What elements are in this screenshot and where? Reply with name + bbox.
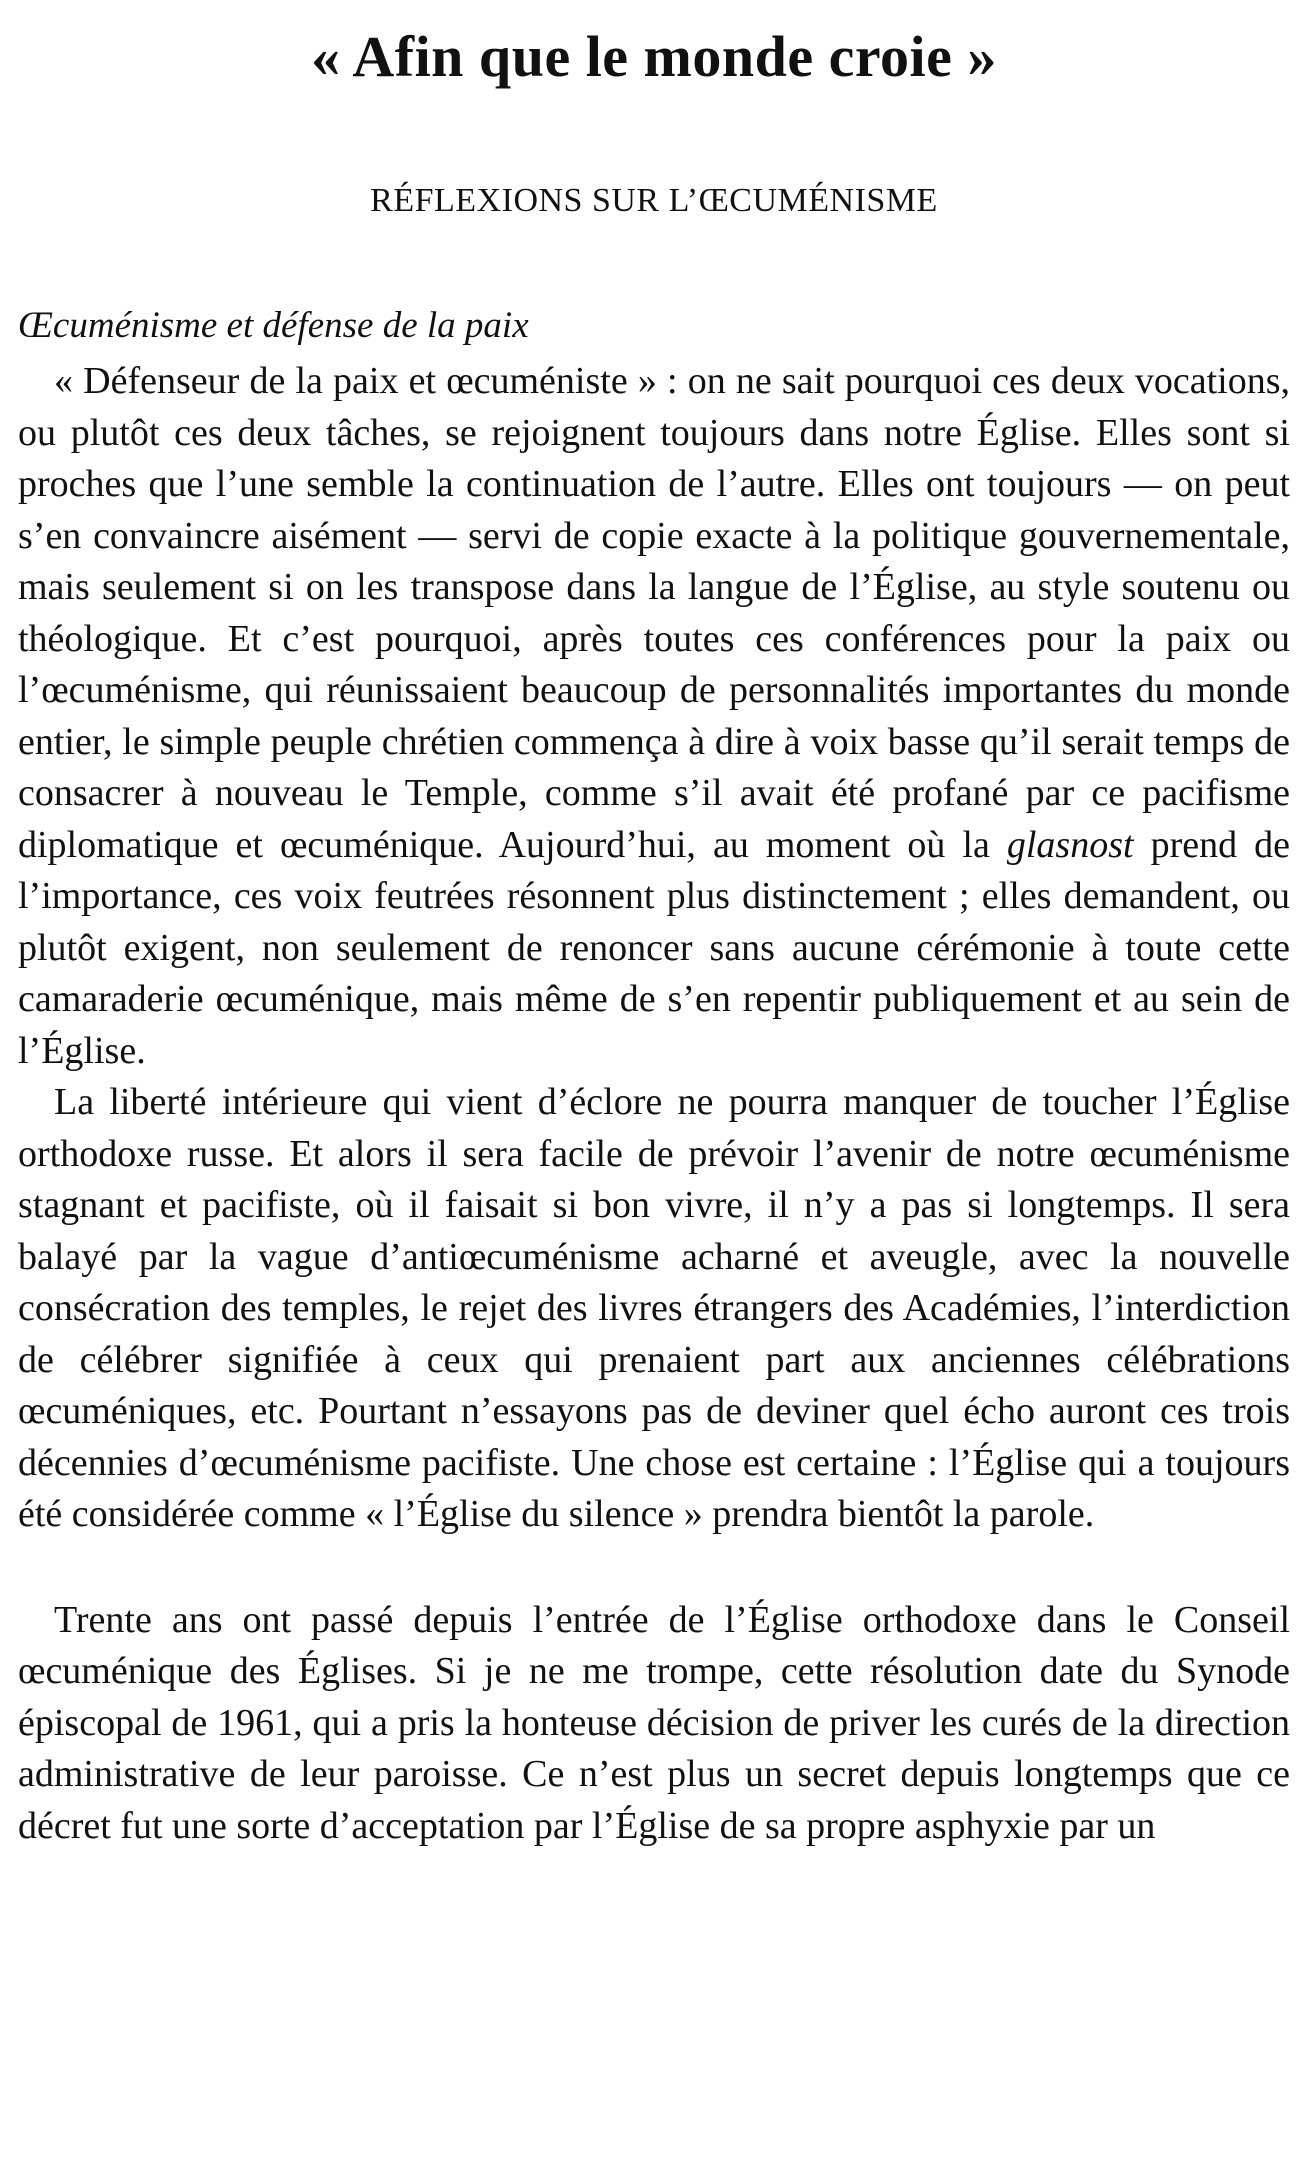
section-heading: Œcuménisme et défense de la paix: [18, 305, 529, 346]
document-title: « Afin que le monde croie »: [311, 24, 997, 89]
document-subtitle: RÉFLEXIONS SUR L’ŒCUMÉNISME: [370, 182, 938, 219]
glasnost-emphasis: glasnost: [1006, 823, 1134, 866]
paragraph-2: La liberté intérieure qui vient d’éclore ne pourra manquer de toucher l’Église orthodoxe russe. Et alors il sera facile de prévoir l’avenir de notre œcuménisme stagnant et pacifiste, où il faisait si bon vivre, il n’y a pas si longtemps. Il sera balayé par la vague d’antiœcuménisme acharné et aveugle, avec la nouvelle consécration des temples, le rejet des livres étrangers des Académies, l’interdiction de célébrer signifiée à ceux qui prenaient part aux anciennes célébrations œcuméniques, etc. Pourtant n’essayons pas de deviner quel écho auront ces trois décennies d’œcuménisme pacifiste. Une chose est certaine : l’Église qui a toujours été considérée comme « l’Église du silence » prendra bientôt la parole.: [18, 1081, 1290, 1535]
document-page: [18, 0, 1290, 1852]
paragraph-3: Trente ans ont passé depuis l’entrée de l’Église orthodoxe dans le Conseil œcuménique des Églises. Si je ne me trompe, cette résolution date du Synode épiscopal de 1961, qui a pris la honteuse décision de priver les curés de la direction administrative de leur paroisse. Ce n’est plus un secret depuis longtemps que ce décret fut une sorte d’acceptation par l’Église de sa propre asphyxie par un: [18, 1598, 1290, 1847]
paragraph-1: [18, 356, 1290, 1077]
paragraph-1-text-before: « Défenseur de la paix et œcuméniste » : on ne sait pourquoi ces deux vocations, ou plutôt ces deux tâches, se rejoignent toujours dans notre Église. Elles sont si proches que l’une semble la continuation de l’autre. Elles ont toujours — on peut s’en convaincre aisément — servi de copie exacte à la politique gouvernementale, mais seulement si on les transpose dans la langue de l’Église, au style soutenu ou théologique. Et c’est pourquoi, après toutes ces conférences pour la paix ou l’œcuménisme, qui réunissaient beaucoup de personnalités importantes du monde entier, le simple peuple chrétien commença à dire à voix basse qu’il serait temps de consacrer à nouveau le Temple, comme s’il avait été profané par ce pacifisme diplomatique et œcuménique. Aujourd’hui, au moment où la: [18, 360, 1290, 866]
paragraph-1-text-after: prend de l’importance, ces voix feutrées résonnent plus distinctement ; elles demandent, ou plutôt exigent, non seulement de renoncer sans aucune cérémonie à toute cette camaraderie œcuménique, mais même de s’en repentir publiquement et au sein de l’Église.: [18, 823, 1291, 1072]
